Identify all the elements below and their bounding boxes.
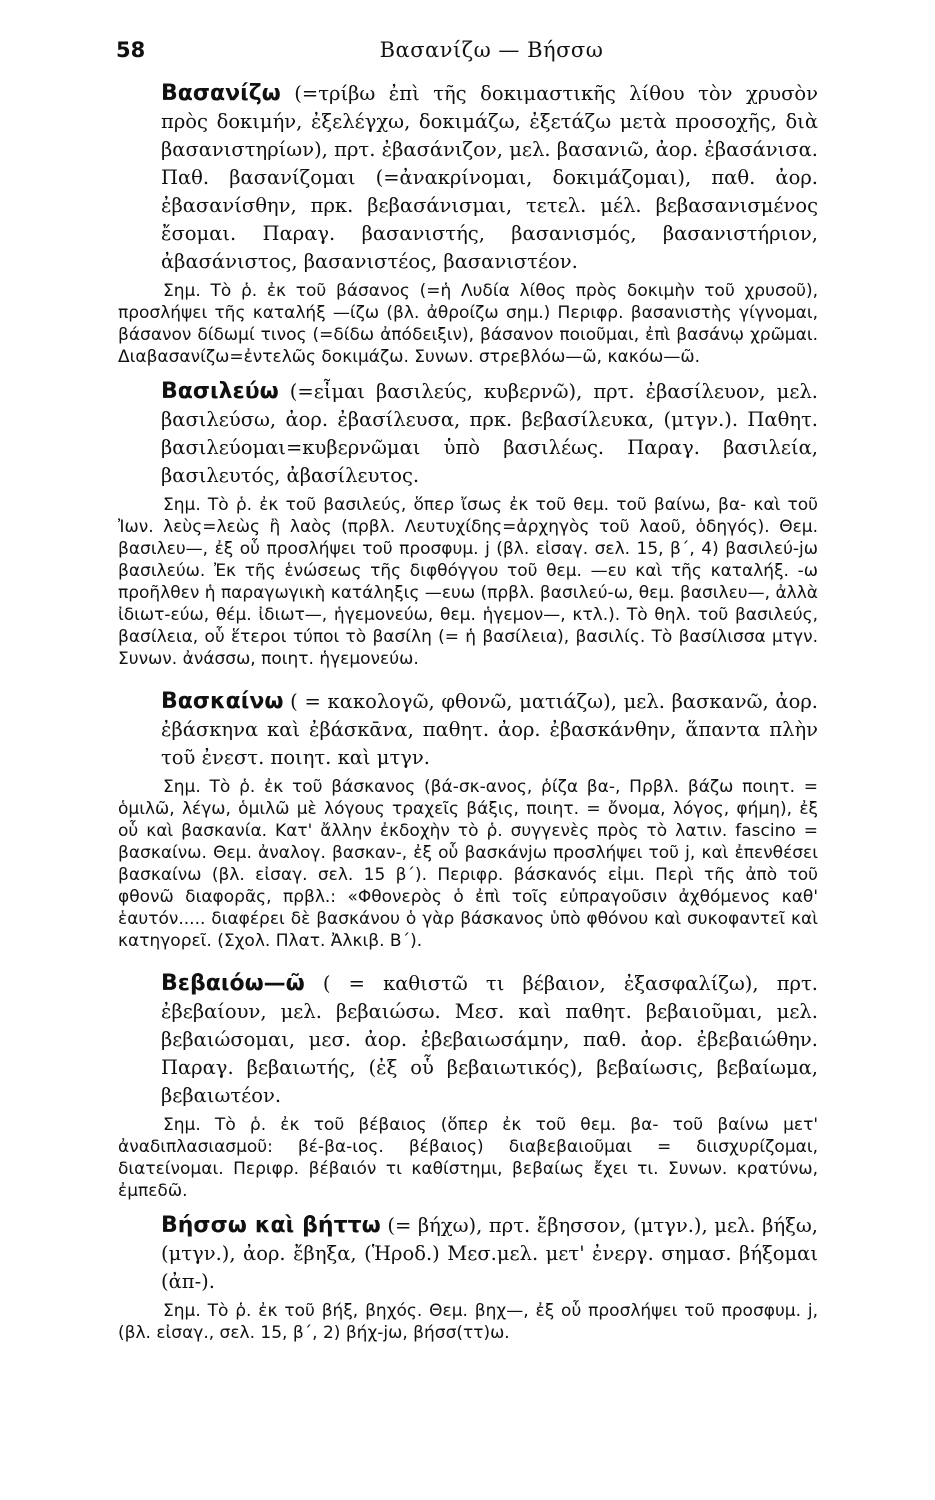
entry xyxy=(118,970,818,1202)
entry-note: Σημ. Τὸ ῥ. ἐκ τοῦ βάσκανος (βά-σκ-ανος, ῥίζα βα-, Πρβλ. βάζω ποιητ. = ὁμιλῶ, λέγω, ὁμιλῶ μὲ λόγους τραχεῖς βάξις, ποιητ. = ὄνομα, λόγος, φήμη), ἐξ οὗ καὶ βασκανία. Κατ' ἄλλην ἐκδοχὴν τὸ ῥ. συγγενὲς πρὸς τὸ λατιν. fascino = βασκαίνω. Θεμ. ἀναλογ. βασκαν-, ἐξ οὗ βασκάνjω προσλήψει τοῦ j, καὶ ἐπενθέσει βασκαίνω (βλ. εἰσαγ. σελ. 15 β΄). Περιφρ. βάσκανός εἰμι. Περὶ τῆς ἀπὸ τοῦ φθονῶ διαφορᾶς, πρβλ.: «Φθονερὸς ὁ ἐπὶ τοῖς εὐπραγοῦσιν ἀχθόμενος καθ' ἑαυτόν..... διαφέρει δὲ βασκάνου ὁ γὰρ βάσκανος ὑπὸ φθόνου καὶ συκοφαντεῖ καὶ κατηγορεῖ. (Σχολ. Πλατ. Ἀλκιβ. Β΄). xyxy=(118,777,818,951)
page-number: 58 xyxy=(116,38,146,62)
entry-lemma: Βασανίζω xyxy=(161,81,281,106)
entry-definition: (=εἶμαι βασιλεύς, κυβερνῶ), πρτ. ἐβασίλευον, μελ. βασιλεύσω, ἀορ. ἐβασίλευσα, πρκ. βεβασίλευκα, (μτγν.). Παθητ. βασιλεύομαι=κυβερνῶμαι ὑπὸ βασιλέως. Παραγ. βασιλεία, βασιλευτός, ἀβασίλευτος. xyxy=(161,380,818,487)
running-head: Βασανίζω — Βήσσω xyxy=(379,38,604,62)
entry-main xyxy=(118,1212,818,1296)
entry-definition: ( = καθιστῶ τι βέβαιον, ἐξασφαλίζω), πρτ. ἐβεβαίουν, μελ. βεβαιώσω. Μεσ. καὶ παθητ. βεβαιοῦμαι, μελ. βεβαιώσομαι, μεσ. ἀορ. ἐβεβαιωσάμην, παθ. ἀορ. ἐβεβαιώθην. Παραγ. βεβαιωτής, (ἐξ οὗ βεβαιωτικός), βεβαίωσις, βεβαίωμα, βεβαιωτέον. xyxy=(161,972,818,1107)
entry-lemma: Βασιλεύω xyxy=(161,379,279,404)
entry-definition: (=τρίβω ἐπὶ τῆς δοκιμαστικῆς λίθου τὸν χρυσὸν πρὸς δοκιμήν, ἐξελέγχω, δοκιμάζω, ἐξετάζω μετὰ προσοχῆς, διὰ βασανιστηρίων), πρτ. ἐβασάνιζον, μελ. βασανιῶ, ἀορ. ἐβασάνισα. Παθ. βασανίζομαι (=ἀνακρίνομαι, δοκιμάζομαι), παθ. ἀορ. ἐβασανίσθην, πρκ. βεβασάνισμαι, τετελ. μέλ. βεβασανισμένος ἔσομαι. Παραγ. βασανιστής, βασανισμός, βασανιστήριον, ἀβασάνιστος, βασανιστέος, βασανιστέον. xyxy=(161,82,818,273)
entry-lemma: Βήσσω καὶ βήττω xyxy=(161,1213,381,1238)
entry xyxy=(118,1212,818,1344)
entry-note: Σημ. Τὸ ῥ. ἐκ τοῦ βέβαιος (ὅπερ ἐκ τοῦ θεμ. βα- τοῦ βαίνω μετ' ἀναδιπλασιασμοῦ: βέ-βα-ιος. βέβαιος) διαβεβαιοῦμαι = διισχυρίζομαι, διατείνομαι. Περιφρ. βέβαιόν τι καθίστημι, βεβαίως ἔχει τι. Συνων. κρατύνω, ἐμπεδῶ. xyxy=(118,1115,818,1201)
entry-main xyxy=(118,80,818,276)
entry xyxy=(118,378,818,670)
entry-main xyxy=(118,970,818,1110)
entry-lemma: Βεβαιόω—ῶ xyxy=(161,971,305,996)
entry-note: Σημ. Τὸ ῥ. ἐκ τοῦ βασιλεύς, ὅπερ ἴσως ἐκ τοῦ θεμ. τοῦ βαίνω, βα- καὶ τοῦ Ἰων. λεὺς=λεὼς ἢ λαὸς (πρβλ. Λευτυχίδης=ἀρχηγὸς τοῦ λαοῦ, ὁδηγός). Θεμ. βασιλευ—, ἐξ οὗ προσλήψει τοῦ προσφυμ. j (βλ. εἰσαγ. σελ. 15, β΄, 4) βασιλεύ-jω βασιλεύω. Ἐκ τῆς ἑνώσεως τῆς διφθόγγου τοῦ θεμ. —ευ καὶ τῆς καταλήξ. -ω προῆλθεν ἡ παραγωγικὴ κατάληξις —ευω (πρβλ. βασιλεύ-ω, θεμ. βασιλευ—, ἀλλὰ ἰδιωτ-εύω, θέμ. ἰδιωτ—, ἡγεμονεύω, θεμ. ἡγεμον—, κτλ.). Τὸ θηλ. τοῦ βασιλεύς, βασίλεια, οὗ ἕτεροι τύποι τὸ βασίλη (= ἡ βασίλεια), βασιλίς. Τὸ βασίλισσα μτγν. Συνων. ἀνάσσω, ποιητ. ἡγεμονεύω. xyxy=(118,495,818,669)
entry xyxy=(118,688,818,952)
entry-main xyxy=(118,688,818,772)
entry-note: Σημ. Τὸ ῥ. ἐκ τοῦ βάσανος (=ἡ Λυδία λίθος πρὸς δοκιμὴν τοῦ χρυσοῦ), προσλήψει τῆς καταλήξ —ίζω (βλ. ἀθροίζω σημ.) Περιφρ. βασανιστὴς γίγνομαι, βάσανον δίδωμί τινος (=δίδω ἀπόδειξιν), βάσανον ποιοῦμαι, ἐπὶ βασάνῳ χρῶμαι. Διαβασανίζω=ἐντελῶς δοκιμάζω. Συνων. στρεβλόω—ῶ, κακόω—ῶ. xyxy=(118,281,818,367)
entry-main xyxy=(118,378,818,490)
entry-lemma: Βασκαίνω xyxy=(161,689,284,714)
page-header xyxy=(0,34,935,68)
entry-note: Σημ. Τὸ ῥ. ἐκ τοῦ βήξ, βηχός. Θεμ. βηχ—, ἐξ οὗ προσλήψει τοῦ προσφυμ. j, (βλ. εἰσαγ., σελ. 15, β΄, 2) βήχ-jω, βήσσ(ττ)ω. xyxy=(118,1301,818,1343)
entry xyxy=(118,80,818,368)
entry-definition: (= βήχω), πρτ. ἔβησσον, (μτγν.), μελ. βήξω, (μτγν.), ἀορ. ἔβηξα, (Ἡροδ.) Μεσ.μελ. μετ' ἐνεργ. σημασ. βήξομαι (ἀπ-). xyxy=(161,1214,818,1293)
entry-definition: ( = κακολογῶ, φθονῶ, ματιάζω), μελ. βασκανῶ, ἀορ. ἐβάσκηνα καὶ ἐβάσκᾱνα, παθητ. ἀορ. ἐβασκάνθην, ἅπαντα πλὴν τοῦ ἐνεστ. ποιητ. καὶ μτγν. xyxy=(161,690,818,769)
dictionary-content xyxy=(118,80,818,1344)
